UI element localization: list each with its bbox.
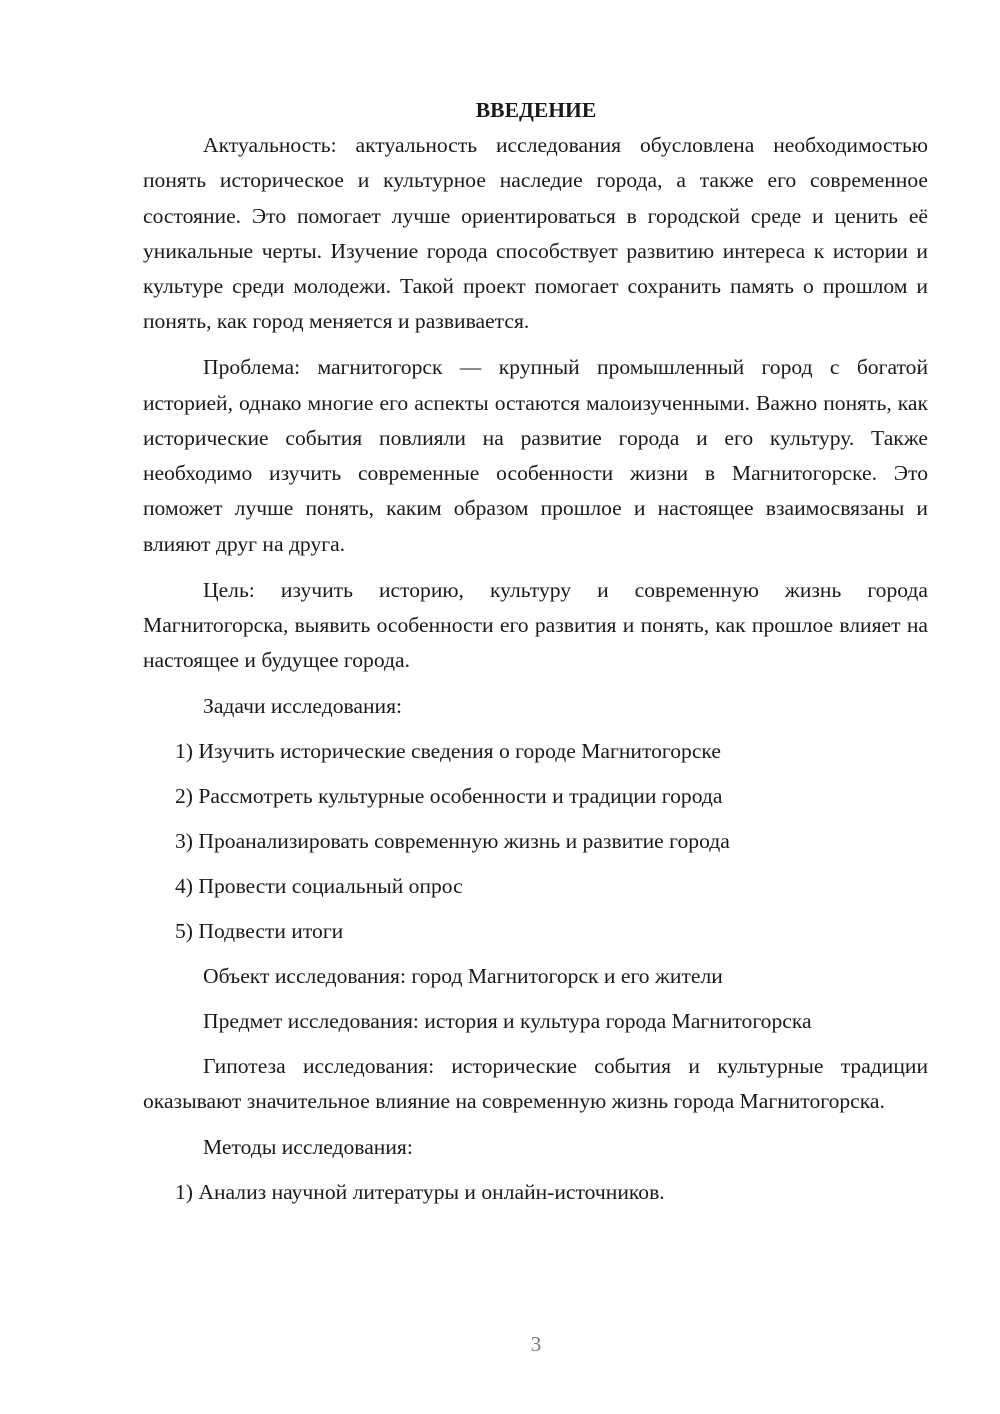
page-number: 3 (530, 1332, 542, 1356)
task-item: 1) Изучить исторические сведения о городе Магнитогорске (175, 738, 721, 763)
relevance-paragraph: Актуальность: актуальность исследования обусловлена необходимостью понять историческое и культурное наследие города, а также его современное состояние. Это помогает лучше ориентироваться в городской среде и ценить её уникальные черты. Изучение города способствует развитию интереса к истории и культуре среди молодежи. Такой проект помогает сохранить память о прошлом и понять, как город меняется и развивается. (143, 133, 928, 334)
method-item: 1) Анализ научной литературы и онлайн-источников. (175, 1180, 665, 1205)
document-page (143, 93, 928, 1220)
task-item: 2) Рассмотреть культурные особенности и традиции города (175, 783, 723, 808)
task-item: 3) Проанализировать современную жизнь и развитие города (175, 828, 730, 853)
tasks-list (143, 734, 928, 949)
goal-paragraph: Цель: изучить историю, культуру и современную жизнь города Магнитогорска, выявить особенности его развития и понять, как прошлое влияет на настоящее и будущее города. (143, 577, 928, 673)
hypothesis-paragraph: Гипотеза исследования: исторические события и культурные традиции оказывают значительное влияние на современную жизнь города Магнитогорска. (143, 1053, 928, 1114)
research-object: Объект исследования: город Магнитогорск и его жители (203, 963, 723, 988)
research-subject: Предмет исследования: история и культура города Магнитогорска (203, 1008, 812, 1033)
problem-paragraph: Проблема: магнитогорск — крупный промышленный город с богатой историей, однако многие его аспекты остаются малоизученными. Важно понять, как исторические события повлияли на развитие города и его культуру. Также необходимо изучить современные особенности жизни в Магнитогорске. Это поможет лучше понять, каким образом прошлое и настоящее взаимосвязаны и влияют друг на друга. (143, 355, 928, 556)
tasks-heading: Задачи исследования: (203, 693, 403, 718)
section-title: ВВЕДЕНИЕ (475, 98, 597, 122)
task-item: 4) Провести социальный опрос (175, 873, 463, 898)
methods-heading: Методы исследования: (203, 1135, 413, 1160)
task-item: 5) Подвести итоги (175, 918, 344, 943)
methods-list (143, 1175, 928, 1210)
